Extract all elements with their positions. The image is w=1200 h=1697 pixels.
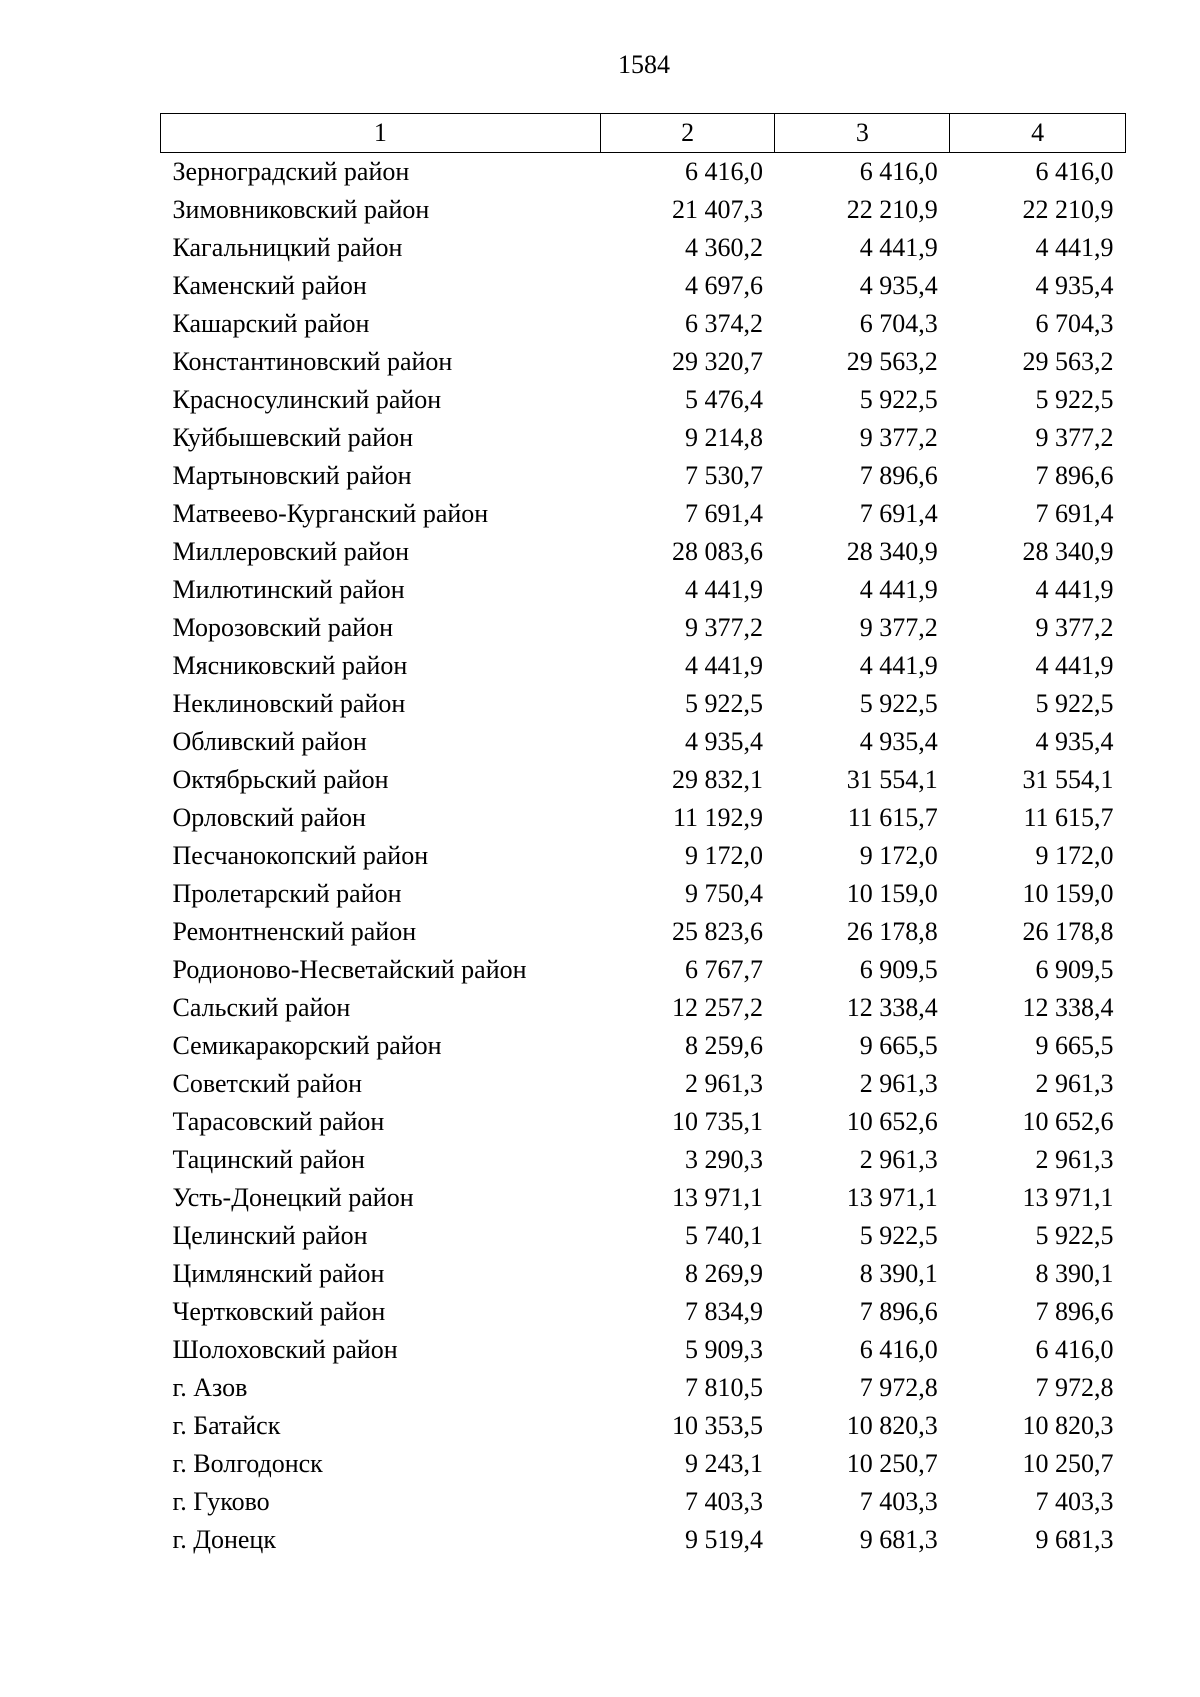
- value-cell-col-2: 8 269,9: [684, 1259, 763, 1288]
- table-row: [161, 495, 1126, 533]
- value-cell-col-2: 28 083,6: [671, 537, 763, 566]
- value-cell-col-3: 8 390,1: [859, 1259, 938, 1288]
- value-cell-col-3: 7 972,8: [859, 1373, 938, 1402]
- value-cell-col-2: 8 259,6: [684, 1031, 763, 1060]
- header-cell-2: 2: [600, 114, 775, 153]
- value-cell-col-4: 9 665,5: [1035, 1031, 1114, 1060]
- value-cell-col-2: 5 476,4: [684, 385, 763, 414]
- value-cell-col-4: 6 416,0: [1035, 157, 1114, 186]
- territory-name-cell: г. Волгодонск: [172, 1449, 323, 1478]
- table-row: [161, 1331, 1126, 1369]
- value-cell-col-4: 22 210,9: [1022, 195, 1114, 224]
- value-cell-col-3: 7 691,4: [859, 499, 938, 528]
- value-cell-col-2: 21 407,3: [671, 195, 763, 224]
- table-row: [161, 343, 1126, 381]
- value-cell-col-4: 4 441,9: [1035, 651, 1114, 680]
- value-cell-col-3: 7 896,6: [859, 1297, 938, 1326]
- header-row: [161, 114, 1126, 153]
- territory-name-cell: Мясниковский район: [172, 651, 408, 680]
- value-cell-col-4: 4 441,9: [1035, 233, 1114, 262]
- table-row: [161, 951, 1126, 989]
- territory-name-cell: Мартыновский район: [172, 461, 412, 490]
- territory-name-cell: Зерноградский район: [172, 157, 410, 186]
- table-row: [161, 609, 1126, 647]
- table-row: [161, 267, 1126, 305]
- value-cell-col-3: 11 615,7: [847, 803, 938, 832]
- table-row: [161, 647, 1126, 685]
- page-number: 1584: [618, 50, 670, 79]
- value-cell-col-2: 7 530,7: [684, 461, 763, 490]
- table-row: [161, 1369, 1126, 1407]
- value-cell-col-4: 7 403,3: [1035, 1487, 1114, 1516]
- value-cell-col-2: 4 935,4: [684, 727, 763, 756]
- value-cell-col-4: 2 961,3: [1035, 1069, 1114, 1098]
- value-cell-col-3: 9 377,2: [859, 423, 938, 452]
- value-cell-col-3: 6 909,5: [859, 955, 938, 984]
- value-cell-col-3: 10 159,0: [846, 879, 938, 908]
- value-cell-col-4: 11 615,7: [1023, 803, 1114, 832]
- value-cell-col-4: 9 172,0: [1035, 841, 1114, 870]
- table-row: [161, 1103, 1126, 1141]
- value-cell-col-2: 11 192,9: [672, 803, 763, 832]
- value-cell-col-2: 9 214,8: [684, 423, 763, 452]
- header-cell-3: 3: [775, 114, 950, 153]
- table-row: [161, 305, 1126, 343]
- value-cell-col-2: 12 257,2: [671, 993, 763, 1022]
- table-row: [161, 571, 1126, 609]
- territory-name-cell: Неклиновский район: [172, 689, 406, 718]
- value-cell-col-2: 5 740,1: [684, 1221, 763, 1250]
- table-header: [161, 114, 1126, 153]
- table-row: [161, 381, 1126, 419]
- table-row: [161, 1027, 1126, 1065]
- table-row: [161, 153, 1126, 192]
- value-cell-col-2: 6 416,0: [684, 157, 763, 186]
- value-cell-col-4: 5 922,5: [1035, 385, 1114, 414]
- table-body: [161, 153, 1126, 1560]
- territory-name-cell: г. Батайск: [172, 1411, 281, 1440]
- value-cell-col-2: 5 922,5: [684, 689, 763, 718]
- value-cell-col-4: 10 159,0: [1022, 879, 1114, 908]
- value-cell-col-3: 13 971,1: [846, 1183, 938, 1212]
- value-cell-col-3: 2 961,3: [859, 1069, 938, 1098]
- territory-name-cell: Усть-Донецкий район: [172, 1183, 414, 1212]
- value-cell-col-2: 6 374,2: [684, 309, 763, 338]
- value-cell-col-4: 10 652,6: [1022, 1107, 1114, 1136]
- table-row: [161, 837, 1126, 875]
- table-row: [161, 761, 1126, 799]
- value-cell-col-2: 3 290,3: [684, 1145, 763, 1174]
- value-cell-col-4: 7 972,8: [1035, 1373, 1114, 1402]
- territory-name-cell: Обливский район: [172, 727, 367, 756]
- value-cell-col-2: 4 697,6: [684, 271, 763, 300]
- territory-name-cell: Чертковский район: [172, 1297, 386, 1326]
- table-row: [161, 875, 1126, 913]
- territory-name-cell: Милютинский район: [172, 575, 405, 604]
- table-row: [161, 533, 1126, 571]
- value-cell-col-4: 6 704,3: [1035, 309, 1114, 338]
- territory-name-cell: Сальский район: [172, 993, 351, 1022]
- value-cell-col-3: 5 922,5: [859, 385, 938, 414]
- value-cell-col-2: 7 834,9: [684, 1297, 763, 1326]
- value-cell-col-3: 5 922,5: [859, 689, 938, 718]
- value-cell-col-2: 13 971,1: [671, 1183, 763, 1212]
- territory-name-cell: Цимлянский район: [172, 1259, 385, 1288]
- value-cell-col-4: 8 390,1: [1035, 1259, 1114, 1288]
- value-cell-col-2: 9 243,1: [684, 1449, 763, 1478]
- territory-name-cell: Тацинский район: [172, 1145, 365, 1174]
- value-cell-col-3: 29 563,2: [846, 347, 938, 376]
- territory-name-cell: Кагальницкий район: [172, 233, 403, 262]
- territory-name-cell: Морозовский район: [172, 613, 394, 642]
- value-cell-col-2: 5 909,3: [684, 1335, 763, 1364]
- value-cell-col-2: 7 691,4: [684, 499, 763, 528]
- table-row: [161, 1141, 1126, 1179]
- table-row: [161, 229, 1126, 267]
- value-cell-col-4: 6 416,0: [1035, 1335, 1114, 1364]
- table-row: [161, 1407, 1126, 1445]
- territory-name-cell: Красносулинский район: [172, 385, 442, 414]
- value-cell-col-4: 5 922,5: [1035, 1221, 1114, 1250]
- territory-name-cell: Матвеево-Курганский район: [172, 499, 489, 528]
- table-row: [161, 723, 1126, 761]
- value-cell-col-2: 9 519,4: [684, 1525, 763, 1554]
- value-cell-col-3: 6 416,0: [859, 157, 938, 186]
- value-cell-col-3: 4 935,4: [859, 727, 938, 756]
- value-cell-col-3: 7 896,6: [859, 461, 938, 490]
- table-row: [161, 989, 1126, 1027]
- value-cell-col-2: 7 403,3: [684, 1487, 763, 1516]
- value-cell-col-2: 10 735,1: [671, 1107, 763, 1136]
- value-cell-col-4: 10 820,3: [1022, 1411, 1114, 1440]
- value-cell-col-3: 4 441,9: [859, 575, 938, 604]
- value-cell-col-3: 10 820,3: [846, 1411, 938, 1440]
- value-cell-col-4: 9 377,2: [1035, 423, 1114, 452]
- value-cell-col-4: 6 909,5: [1035, 955, 1114, 984]
- value-cell-col-2: 29 832,1: [671, 765, 763, 794]
- value-cell-col-3: 4 935,4: [859, 271, 938, 300]
- territory-name-cell: Шолоховский район: [172, 1335, 398, 1364]
- value-cell-col-4: 5 922,5: [1035, 689, 1114, 718]
- territory-name-cell: г. Азов: [172, 1373, 248, 1402]
- header-cell-4: 4: [950, 114, 1126, 153]
- territory-name-cell: Куйбышевский район: [172, 423, 414, 452]
- territory-name-cell: Целинский район: [172, 1221, 368, 1250]
- value-cell-col-4: 2 961,3: [1035, 1145, 1114, 1174]
- value-cell-col-3: 9 172,0: [859, 841, 938, 870]
- value-cell-col-4: 7 896,6: [1035, 461, 1114, 490]
- territory-name-cell: Ремонтненский район: [172, 917, 417, 946]
- value-cell-col-2: 9 172,0: [684, 841, 763, 870]
- value-cell-col-3: 6 704,3: [859, 309, 938, 338]
- territory-name-cell: г. Донецк: [172, 1525, 276, 1554]
- value-cell-col-3: 4 441,9: [859, 651, 938, 680]
- table-row: [161, 685, 1126, 723]
- value-cell-col-3: 5 922,5: [859, 1221, 938, 1250]
- value-cell-col-4: 4 935,4: [1035, 727, 1114, 756]
- value-cell-col-2: 9 750,4: [684, 879, 763, 908]
- value-cell-col-4: 10 250,7: [1022, 1449, 1114, 1478]
- territory-name-cell: Тарасовский район: [172, 1107, 385, 1136]
- table-row: [161, 1255, 1126, 1293]
- header-cell-1: 1: [161, 114, 601, 153]
- table-row: [161, 1293, 1126, 1331]
- value-cell-col-2: 29 320,7: [671, 347, 763, 376]
- data-table: [160, 113, 1126, 1559]
- value-cell-col-2: 4 441,9: [684, 651, 763, 680]
- territory-name-cell: Семикаракорский район: [172, 1031, 442, 1060]
- table-row: [161, 913, 1126, 951]
- value-cell-col-4: 26 178,8: [1022, 917, 1114, 946]
- territory-name-cell: Родионово-Несветайский район: [172, 955, 527, 984]
- value-cell-col-2: 4 360,2: [684, 233, 763, 262]
- territory-name-cell: Октябрьский район: [172, 765, 389, 794]
- value-cell-col-4: 7 691,4: [1035, 499, 1114, 528]
- value-cell-col-3: 9 681,3: [859, 1525, 938, 1554]
- territory-name-cell: Миллеровский район: [172, 537, 410, 566]
- value-cell-col-2: 4 441,9: [684, 575, 763, 604]
- value-cell-col-4: 28 340,9: [1022, 537, 1114, 566]
- value-cell-col-3: 7 403,3: [859, 1487, 938, 1516]
- table-row: [161, 457, 1126, 495]
- table-row: [161, 191, 1126, 229]
- value-cell-col-4: 9 377,2: [1035, 613, 1114, 642]
- value-cell-col-3: 6 416,0: [859, 1335, 938, 1364]
- table-row: [161, 1445, 1126, 1483]
- value-cell-col-4: 12 338,4: [1022, 993, 1114, 1022]
- table-row: [161, 1217, 1126, 1255]
- value-cell-col-3: 26 178,8: [846, 917, 938, 946]
- territory-name-cell: Каменский район: [172, 271, 367, 300]
- value-cell-col-3: 10 250,7: [846, 1449, 938, 1478]
- territory-name-cell: Константиновский район: [172, 347, 453, 376]
- value-cell-col-3: 2 961,3: [859, 1145, 938, 1174]
- territory-name-cell: Зимовниковский район: [172, 195, 430, 224]
- table-row: [161, 419, 1126, 457]
- table-row: [161, 1179, 1126, 1217]
- value-cell-col-3: 9 377,2: [859, 613, 938, 642]
- value-cell-col-3: 28 340,9: [846, 537, 938, 566]
- value-cell-col-4: 7 896,6: [1035, 1297, 1114, 1326]
- value-cell-col-3: 31 554,1: [846, 765, 938, 794]
- territory-name-cell: Пролетарский район: [172, 879, 402, 908]
- table-row: [161, 1483, 1126, 1521]
- value-cell-col-4: 29 563,2: [1022, 347, 1114, 376]
- value-cell-col-3: 22 210,9: [846, 195, 938, 224]
- table-row: [161, 1065, 1126, 1103]
- table-row: [161, 1521, 1126, 1559]
- value-cell-col-2: 10 353,5: [671, 1411, 763, 1440]
- value-cell-col-3: 4 441,9: [859, 233, 938, 262]
- value-cell-col-3: 9 665,5: [859, 1031, 938, 1060]
- value-cell-col-2: 7 810,5: [684, 1373, 763, 1402]
- value-cell-col-4: 31 554,1: [1022, 765, 1114, 794]
- value-cell-col-3: 12 338,4: [846, 993, 938, 1022]
- value-cell-col-2: 2 961,3: [684, 1069, 763, 1098]
- value-cell-col-4: 4 935,4: [1035, 271, 1114, 300]
- territory-name-cell: Песчанокопский район: [172, 841, 429, 870]
- table-row: [161, 799, 1126, 837]
- value-cell-col-2: 9 377,2: [684, 613, 763, 642]
- value-cell-col-3: 10 652,6: [846, 1107, 938, 1136]
- territory-name-cell: Советский район: [172, 1069, 363, 1098]
- value-cell-col-4: 4 441,9: [1035, 575, 1114, 604]
- value-cell-col-2: 25 823,6: [671, 917, 763, 946]
- value-cell-col-4: 13 971,1: [1022, 1183, 1114, 1212]
- territory-name-cell: Орловский район: [172, 803, 366, 832]
- value-cell-col-4: 9 681,3: [1035, 1525, 1114, 1554]
- value-cell-col-2: 6 767,7: [684, 955, 763, 984]
- territory-name-cell: Кашарский район: [172, 309, 370, 338]
- territory-name-cell: г. Гуково: [172, 1487, 270, 1516]
